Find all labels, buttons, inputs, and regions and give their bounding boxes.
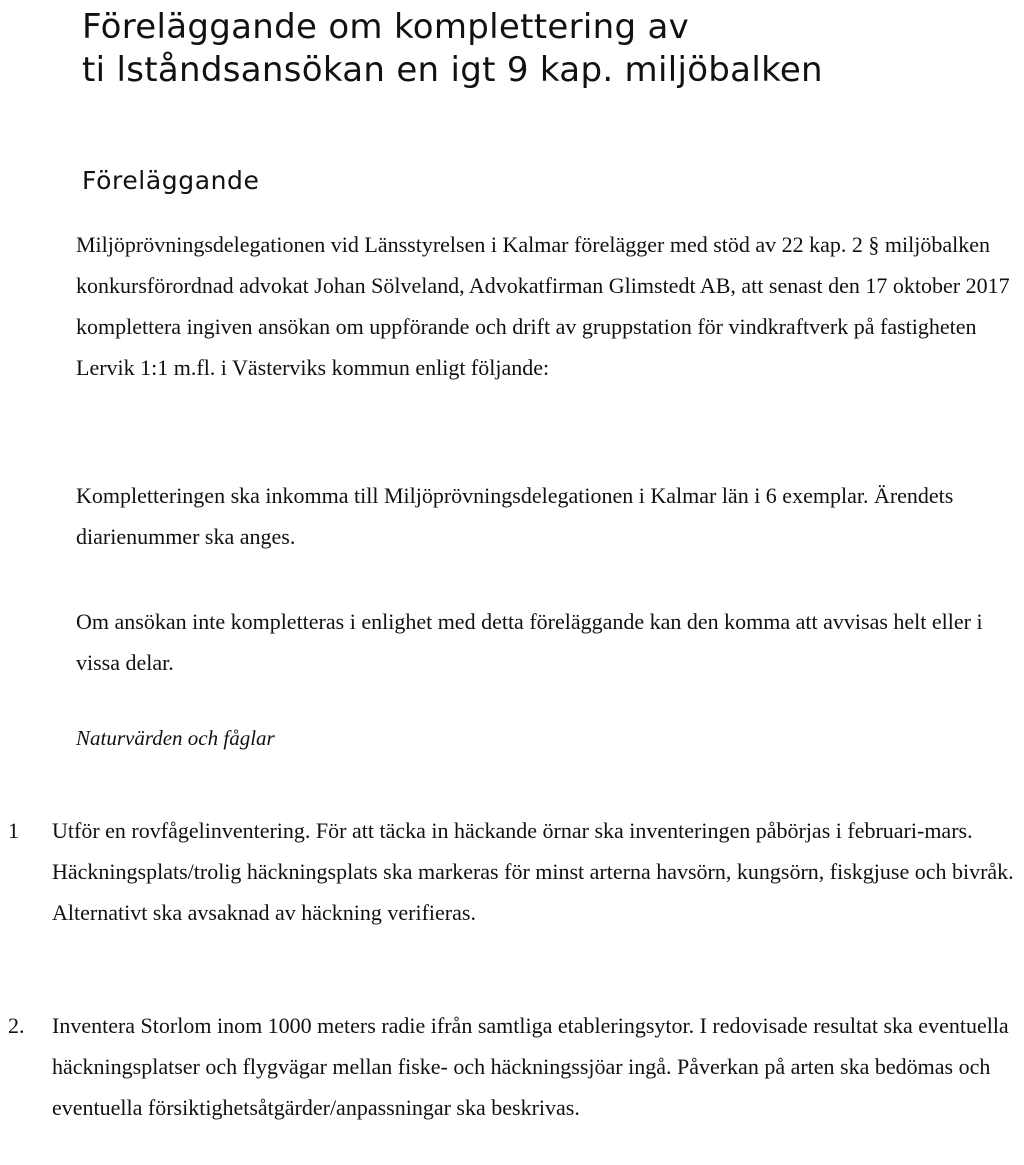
document-title-line-2: ti lståndsansökan en igt 9 kap. miljöbalken — [82, 50, 823, 90]
order-paragraph: Miljöprövningsdelegationen vid Länsstyrelsen i Kalmar förelägger med stöd av 22 kap. 2 § miljöbalken konkursförordnad advokat Johan Sölveland, Advokatfirman Glimstedt AB, att senast den 17 oktober 2017 komplettera ingiven ansökan om uppförande och drift av gruppstation för vindkraftverk på fastigheten Lervik 1:1 m.fl. i Västerviks kommun enligt följande: — [76, 232, 1010, 380]
list-item-text: Inventera Storlom inom 1000 meters radie ifrån samtliga etableringsytor. I redovisade resultat ska eventuella häckningsplatser och flygvägar mellan fiske- och häckningssjöar ingå. Påverkan på arten ska bedömas och eventuella försiktighetsåtgärder/anpassningar ska beskrivas. — [52, 1013, 1009, 1120]
subheading-nature-birds: Naturvärden och fåglar — [76, 726, 275, 750]
list-item-text: Utför en rovfågelinventering. För att täcka in häckande örnar ska inventeringen påbörjas i februari-mars. Häckningsplats/trolig häckningsplats ska markeras för minst arterna havsörn, kungsörn, fiskgjuse och bivråk. Alternativt ska avsaknad av häckning verifieras. — [52, 818, 1014, 925]
document-title-line-1: Föreläggande om komplettering av — [82, 7, 690, 47]
submission-paragraph: Kompletteringen ska inkomma till Miljöprövningsdelegationen i Kalmar län i 6 exemplar. Ärendets diarienummer ska anges. — [76, 483, 954, 549]
document-title — [82, 6, 823, 92]
list-item-number: 1 — [8, 818, 19, 843]
rejection-paragraph: Om ansökan inte kompletteras i enlighet med detta föreläggande kan den komma att avvisas helt eller i vissa delar. — [76, 609, 983, 675]
section-heading: Föreläggande — [82, 166, 260, 195]
list-item-number: 2. — [8, 1013, 25, 1038]
